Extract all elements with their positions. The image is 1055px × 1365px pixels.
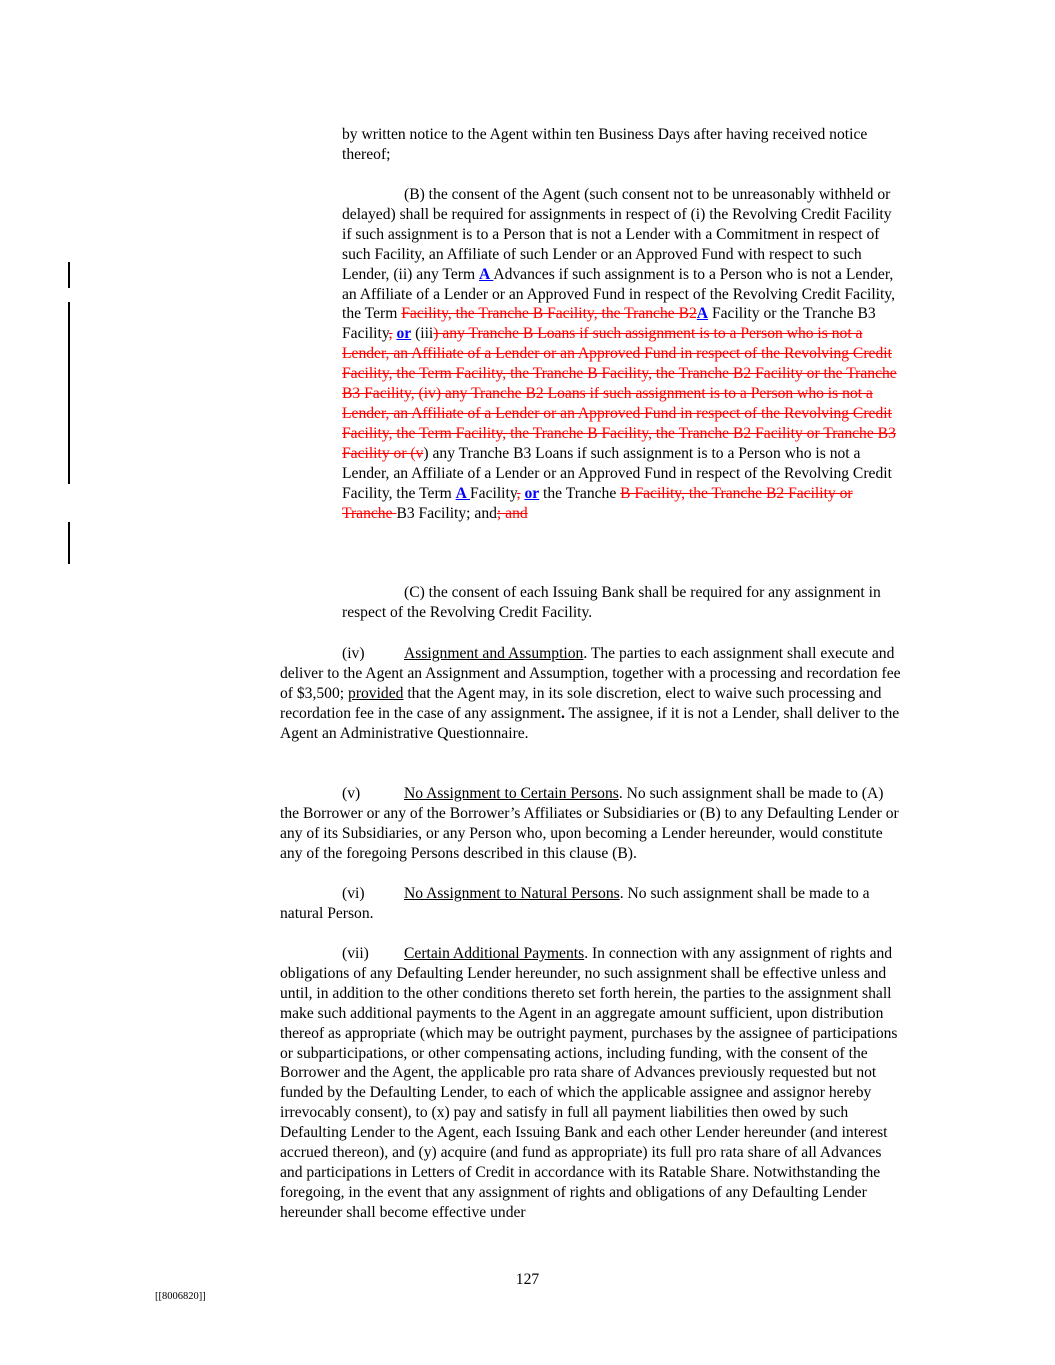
text: (iii [411, 325, 434, 343]
section-vi [280, 884, 902, 924]
change-bar [68, 262, 70, 288]
deleted-text: ) any Tranche B Loans if such assignment is to a Person who is not a Lender, an Affiliate of a Lender or an Approved Fund in respect of the Revolving Credit Facility, the Term Facility, the Tranche B Facility, the Tranche B2 Facility or the Tranche B3 Facility, (iv) any Tranche B2 Loans if such assignment is to a Person who is not a Lender, an Affiliate of a Lender or an Approved Fund in respect of the Revolving Credit Facility, the Term Facility, the Tranche B Facility, the Tranche B2 Facility or Tranche B3 Facility or (v [342, 325, 897, 462]
text: . No such assignment shall be made to (A) the Borrower or any of the Borrower’s Affiliates or Subsidiaries or (B) to any Defaulting Lender or any of its Subsidiaries, or any Person who, upon becoming a Lender hereunder, would constitute any of the foregoing Persons described in this clause (B). [280, 785, 899, 862]
inserted-text: or [396, 325, 412, 343]
inserted-text: A [479, 265, 494, 283]
text: . In connection with any assignment of rights and obligations of any Defaulting Lender hereunder, no such assignment shall be effective unless and until, in addition to the other conditions thereto set forth herein, the parties to the assignment shall make such additional payments to the Agent in an aggregate amount sufficient, upon distribution thereof as appropriate (which may be outright payment, purchases by the assignee of participations or subparticipations, or other compensating actions, including funding, with the consent of the Borrower and the Agent, the applicable pro rata share of Advances previously requested but not funded by the Defaulting Lender, to each of which the applicable assignee and assignor hereby irrevocably consent), to (x) pay and satisfy in full all payment liabilities then owed by such Defaulting Lender to the Agent, each Issuing Bank and each other Lender hereunder (and interest accrued thereon), and (y) acquire (and fund as appropriate) its full pro rata share of all Advances and participations in Letters of Credit in accordance with its Ratable Share. Notwithstanding the foregoing, in the event that any assignment of rights and obligations of any Defaulting Lender hereunder shall become effective under [280, 945, 898, 1221]
text: ) any Tranche B3 Loans if such assignment is to a Person who is not a Lender, an Affiliate of a Lender or an Approved Fund in respect of the Revolving Credit Facility, the Term [342, 444, 892, 502]
clause-b [342, 185, 902, 523]
text: Advances if such assignment is to a Person who is not a Lender, an Affiliate of a Lender or an Approved Fund in respect of the Revolving Credit Facility, the Term [342, 265, 896, 323]
text: The assignee, if it is not a Lender, shall deliver to the Agent an Administrative Questionnaire. [280, 704, 900, 742]
text: by written notice to the Agent within ten Business Days after having received notice thereof; [342, 126, 868, 163]
clause-c [342, 583, 902, 623]
deleted-text: B Facility, the Tranche B2 Facility or Tranche [342, 484, 853, 522]
section-number: (vii) [342, 945, 369, 962]
deleted-text: ; and [496, 504, 528, 522]
text: (B) the consent of the Agent (such consent not to be unreasonably withheld or delayed) shall be required for assignments in respect of (i) the Revolving Credit Facility if such assignment is to a Person that is not a Lender with a Commitment in respect of such Facility, an Affiliate of such Lender or an Approved Fund with respect to such Lender, (ii) any Term [342, 186, 892, 283]
text: . The parties to each assignment shall execute and deliver to the Agent an Assignment and Assumption, together with a processing and recordation fee of $3,500; [280, 645, 901, 702]
text: Facility [469, 484, 517, 502]
section-heading: No Assignment to Natural Persons [404, 885, 620, 902]
section-heading: No Assignment to Certain Persons [404, 785, 619, 802]
section-number: (iv) [342, 645, 365, 662]
document-id: [[8006820]] [155, 1291, 206, 1302]
section-heading: Certain Additional Payments [404, 945, 585, 962]
text: Facility or the Tranche B3 Facility [342, 305, 876, 343]
underlined-term: provided [348, 684, 404, 702]
text: (C) the consent of each Issuing Bank shall be required for any assignment in respect of the Revolving Credit Facility. [342, 584, 881, 621]
paragraph-continuation [342, 125, 902, 165]
text: . No such assignment shall be made to a natural Person. [280, 885, 870, 922]
text: B3 Facility; and [396, 504, 497, 522]
deleted-text: Facility, the Tranche B Facility, the Tranche B2 [401, 305, 697, 323]
deleted-text: , [516, 484, 521, 502]
text: that the Agent may, in its sole discretion, elect to waive such processing and recordation fee in the case of any assignment [280, 684, 882, 722]
section-vii [280, 944, 902, 1223]
inserted-text: A [455, 484, 470, 502]
text: the Tranche [539, 484, 621, 502]
inserted-text: A [696, 305, 709, 323]
section-heading: Assignment and Assumption [404, 645, 584, 662]
section-iv [280, 644, 902, 744]
section-number: (v) [342, 785, 361, 802]
deleted-text: , [388, 325, 393, 343]
bold-period: . [561, 704, 565, 722]
change-bar [68, 302, 70, 484]
change-bar [68, 522, 70, 564]
inserted-text: or [524, 484, 540, 502]
section-number: (vi) [342, 885, 365, 902]
page-number: 127 [515, 1271, 540, 1288]
section-v [280, 784, 902, 864]
